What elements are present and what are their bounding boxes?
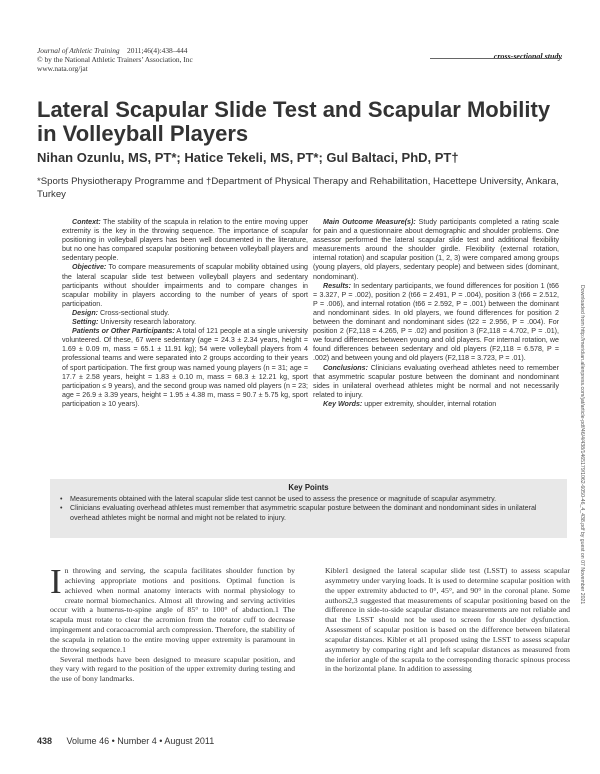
download-note: Downloaded from http://meridian.allenpress.com/jat/article-pdf/46/4/438/1465179/1062-6050-46_4_438.pdf by guest on 07 November 2021 — [579, 285, 585, 605]
key-point-item: • Clinicians evaluating overhead athletes must remember that asymmetric scapular posture between the dominant and nondominant sides in unilateral overhead athletes might be normal and might not be related to injury. — [60, 504, 556, 523]
key-points-box — [50, 479, 567, 538]
journal-url[interactable]: www.nata.org/jat — [37, 64, 88, 74]
abstract-objective: Objective: To compare measurements of scapular mobility obtained using the lateral scapular slide test between volleyball players and sedentary participants without shoulder impairments and to compare changes in scapular mobility in players according to the number of years of sport participation. — [62, 263, 308, 308]
abstract-setting: Setting: University research laboratory. — [72, 318, 197, 327]
body-right-column — [325, 566, 570, 674]
abstract-conclusions: Conclusions: Clinicians evaluating overhead athletes need to remember that asymmetric scapular posture between the dominant and nondominant sides in unilateral overhead athletes might be normal and not necessarily related to injury. — [313, 363, 559, 399]
body-paragraph: Kibler1 designed the lateral scapular slide test (LSST) to assess scapular asymmetry under varying loads. It is used to determine scapular position with the upper extremity abducted to 0°, 45°, and 90° in the coronal plane. Some authors2,3 suggested that measurements of scapular positioning based on the difference in side-to-side scapular distance measurements are not reliable and that the LSST should not be used to screen for shoulder dysfunction. Assessment of scapular position is based on the difference between bilateral scapular distances. Kibler et al1 proposed using the LSST to assess scapular asymmetry by comparing right and left scapular distances as measured from the inferior angle of the scapula to the corresponding thoracic spinous process in the horizontal plane. In addition to assessing — [325, 566, 570, 674]
journal-header — [37, 46, 337, 74]
abstract-context: Context: The stability of the scapula in relation to the entire moving upper extremity is the key in the throwing sequence. The importance of scapular positioning in volleyball players has been well documented in the literature, but no one has compared scapular positioning between volleyball players and sedentary people. — [62, 218, 308, 263]
key-points-list — [60, 495, 556, 523]
abstract-left-column — [62, 218, 308, 409]
page-number: 438 — [37, 736, 53, 746]
page-footer — [37, 736, 557, 746]
abstract-patients: Patients or Other Participants: A total of 121 people at a single university volunteered. Of these, 67 were sedentary (age = 24.3 ± 2.34 years, height = 1.69 ± 0.09 m, mass = 65.1 ± 11.91 kg); 54 were volleyball players from 4 professional teams and were separated into 2 groups according to their years of sport participation. The first group was named young players (n = 31; age = 17.7 ± 2.58 years, height = 1.83 ± 0.10 m, mass = 68.3 ± 12.21 kg, sport participation ≤ 9 years), and the second group was named old players (n = 23; age = 26.9 ± 3.39 years, height = 1.95 ± 4.38 m, mass = 90.7 ± 5.75 kg, sport participation ≥ 10 years). — [62, 327, 308, 408]
affiliation: *Sports Physiotherapy Programme and †Department of Physical Therapy and Rehabilitation, Hacettepe University, Ankara, Turkey — [37, 176, 559, 200]
copyright-line: © by the National Athletic Trainers’ Association, Inc — [37, 55, 193, 65]
abstract-keywords: Key Words: upper extremity, shoulder, internal rotation — [323, 399, 497, 408]
body-paragraph: Several methods have been designed to measure scapular position, and they vary with regard to the position of the upper extremity during testing and the use of bony landmarks. — [50, 654, 295, 684]
abstract-design: Design: Cross-sectional study. — [72, 308, 170, 317]
header-rule — [430, 58, 562, 59]
abstract-measures: Main Outcome Measure(s): Study participants completed a rating scale for pain and a questionnaire about demographic and shoulder problems. One assessor performed the lateral scapular slide test and additional flexibility measurements around the shoulder girdle. Flexibility (external rotation, internal rotation) and scapular position (1, 2, 3) were compared among groups (young players, old players, sedentary people) and between sides (dominant, nondominant). — [313, 218, 559, 281]
body-left-column — [50, 562, 295, 684]
body-paragraph: In throwing and serving, the scapula facilitates shoulder function by achieving appropriate motions and positions. Optimal function is achieved when normal anatomy interacts with normal physiology to create normal biomechanics. Almost all throwing and serving activities occur with a humerus-to-spine angle of 85° to 100° of abduction.1 The scapula must rotate to clear the acromion from the rotator cuff to decrease impingement and coracoacromial arch compression. Therefore, the stability of the scapula in relation to the entire moving upper extremity is paramount in the throwing sequence.1 — [50, 562, 295, 654]
issue-info: Volume 46 • Number 4 • August 2011 — [66, 736, 215, 746]
journal-volume-pages: 2011;46(4):438–444 — [127, 46, 188, 55]
article-title: Lateral Scapular Slide Test and Scapular Mobility in Volleyball Players — [37, 97, 551, 146]
abstract-results: Results: In sedentary participants, we found differences for position 1 (t66 = 3.327, P = .002), position 2 (t66 = 2.491, P = .004), position 3 (t66 = 2.512, P = .006), and internal rotation (t66 = 2.592, P = .001) between the dominant and nondominant sides. In old players, we found differences for position 2 between the dominant and nondominant sides (t22 = 2.956, P = .004). For position 2 (F2,118 = 4.265, P = .02) and position 3 (F2,118 = 4.702, P = .01), we found differences between young and old players. For internal rotation, we found differences between sedentary and old players (F2,118 = 6.578, P = .002) and between young and old players (F2,118 = 3.723, P = .01). — [313, 281, 559, 363]
download-sidebar — [575, 285, 587, 645]
key-point-item: • Measurements obtained with the lateral scapular slide test cannot be used to assess the presence or magnitude of scapular asymmetry. — [60, 495, 556, 504]
journal-name: Journal of Athletic Training — [37, 46, 120, 55]
abstract-right-column — [313, 218, 559, 409]
article-type: cross-sectional study — [493, 52, 562, 61]
author-list: Nihan Ozunlu, MS, PT*; Hatice Tekeli, MS, PT*; Gul Baltaci, PhD, PT† — [37, 150, 459, 165]
key-points-title: Key Points — [288, 483, 329, 492]
drop-cap: I — [50, 562, 62, 601]
